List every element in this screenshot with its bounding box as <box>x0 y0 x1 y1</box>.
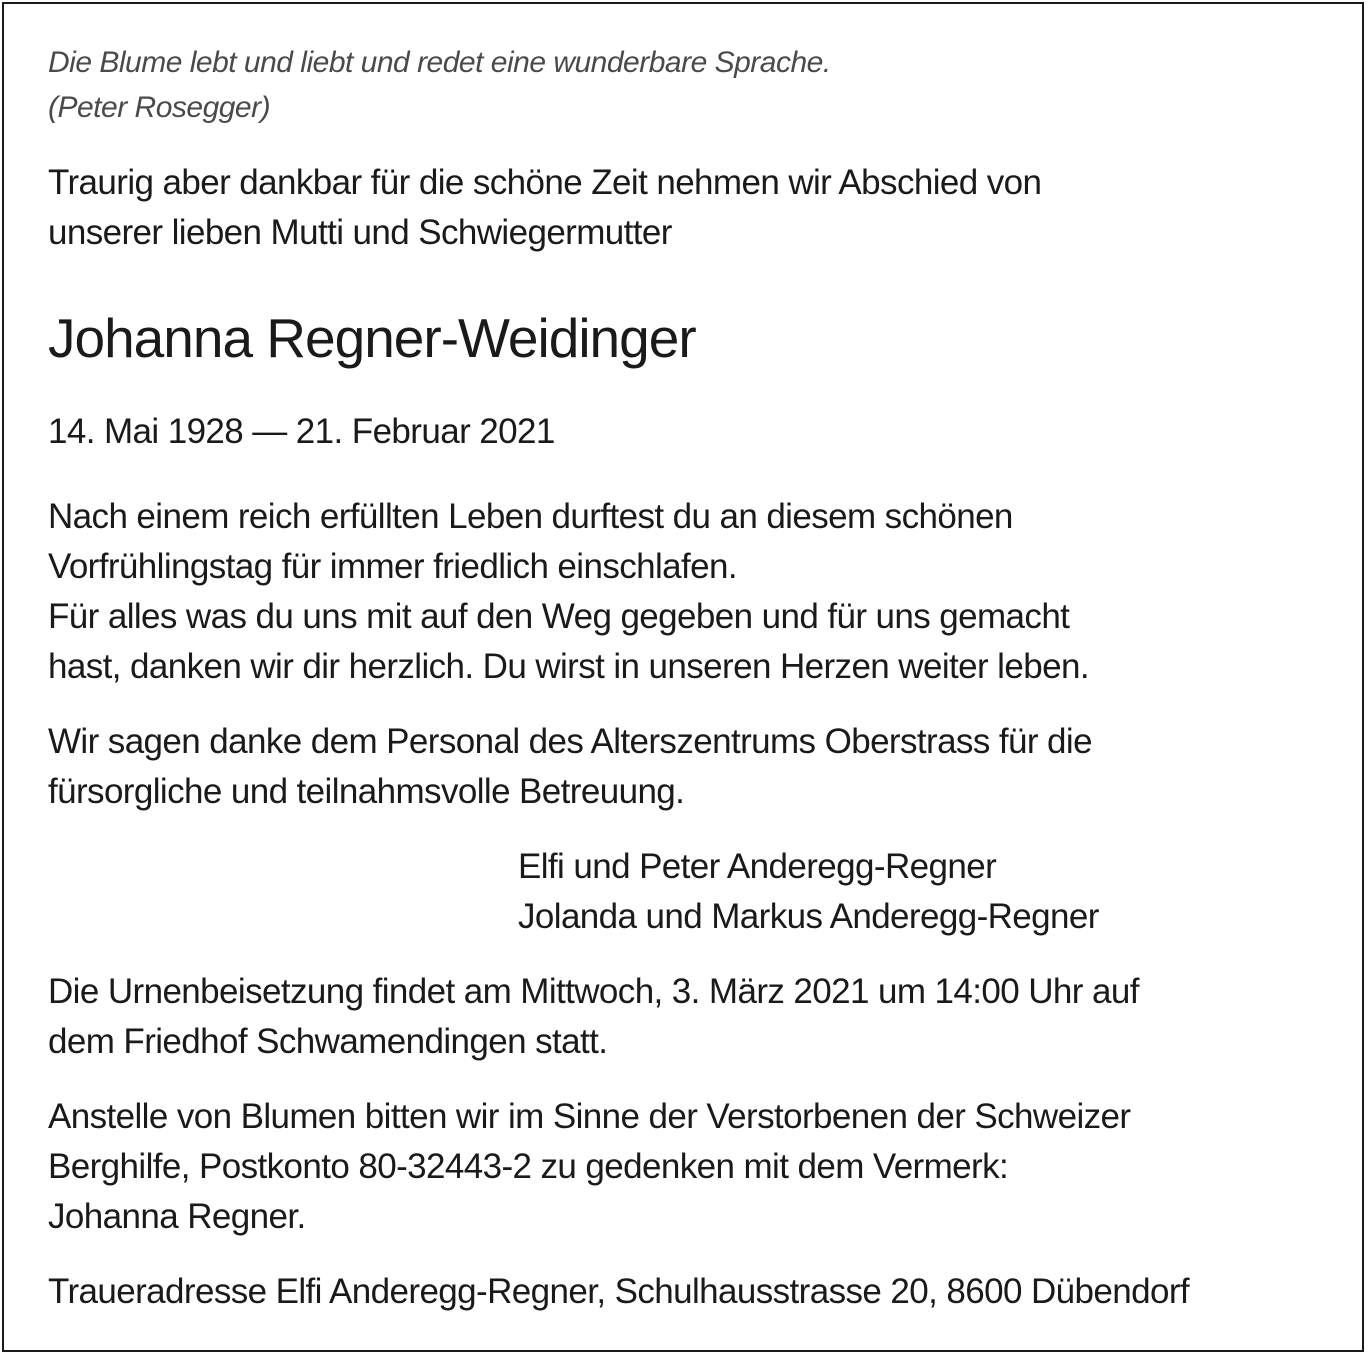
donation-line-1: Anstelle von Blumen bitten wir im Sinne der Verstorbenen der Schweizer <box>48 1097 1131 1136</box>
message-line-1: Nach einem reich erfüllten Leben durftest du an diesem schönen <box>48 497 1013 536</box>
deceased-name: Johanna Regner-Weidinger <box>48 307 696 369</box>
message-line-2: Vorfrühlingstag für immer friedlich einschlafen. <box>48 547 738 586</box>
mourning-address: Traueradresse Elfi Anderegg-Regner, Schulhausstrasse 20, 8600 Dübendorf <box>48 1272 1189 1311</box>
life-dates: 14. Mai 1928 — 21. Februar 2021 <box>48 412 555 451</box>
signature-line-1: Elfi und Peter Anderegg-Regner <box>518 847 997 886</box>
thanks-line-2: fürsorgliche und teilnahmsvolle Betreuung. <box>48 772 685 811</box>
quote-author: (Peter Rosegger) <box>48 91 271 124</box>
thanks-line-1: Wir sagen danke dem Personal des Alterszentrums Oberstrass für die <box>48 722 1092 761</box>
donation-line-2: Berghilfe, Postkonto 80-32443-2 zu gedenken mit dem Vermerk: <box>48 1147 1009 1186</box>
intro-line-1: Traurig aber dankbar für die schöne Zeit nehmen wir Abschied von <box>48 163 1042 202</box>
message-line-3: Für alles was du uns mit auf den Weg gegeben und für uns gemacht <box>48 597 1070 636</box>
signature-line-2: Jolanda und Markus Anderegg-Regner <box>518 897 1099 936</box>
burial-line-1: Die Urnenbeisetzung findet am Mittwoch, 3. März 2021 um 14:00 Uhr auf <box>48 972 1139 1011</box>
burial-line-2: dem Friedhof Schwamendingen statt. <box>48 1022 608 1061</box>
donation-line-3: Johanna Regner. <box>48 1197 306 1236</box>
intro-line-2: unserer lieben Mutti und Schwiegermutter <box>48 213 672 252</box>
message-line-4: hast, danken wir dir herzlich. Du wirst in unseren Herzen weiter leben. <box>48 647 1089 686</box>
quote-text: Die Blume lebt und liebt und redet eine wunderbare Sprache. <box>48 46 831 79</box>
